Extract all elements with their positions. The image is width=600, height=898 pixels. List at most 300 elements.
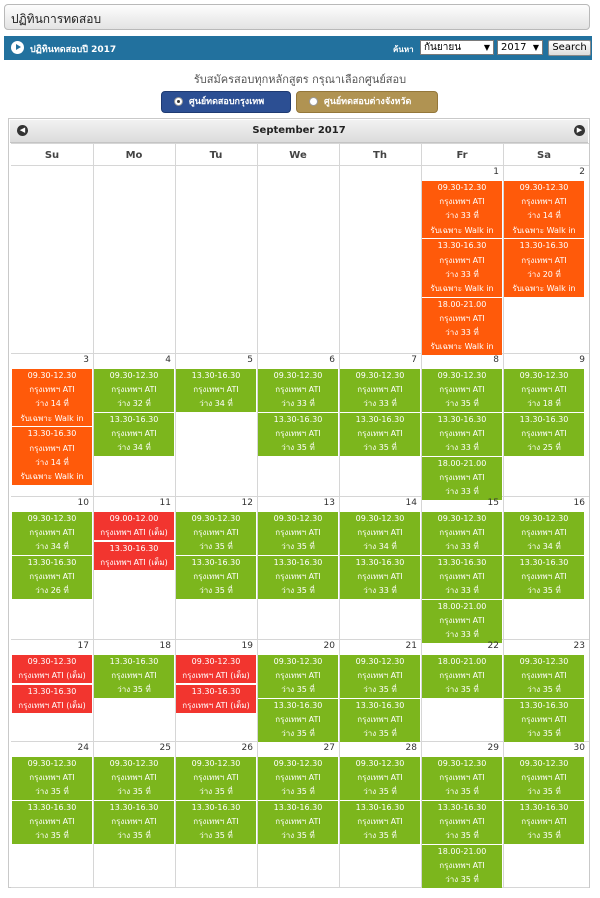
session-seats: ว่าง 35 ที่ [363, 443, 397, 453]
day-number: 28 [405, 743, 417, 753]
session-time: 13.30-16.30 [273, 415, 323, 424]
day-number: 19 [241, 641, 253, 651]
weekday-su: Su [44, 150, 60, 161]
center-option-bangkok[interactable] [161, 91, 291, 113]
year-select[interactable] [497, 40, 543, 55]
session-location: กรุงเทพฯ ATI [275, 572, 321, 582]
exam-session[interactable] [340, 757, 420, 800]
session-location: กรุงเทพฯ ATI (เต็ม) [182, 700, 250, 710]
day-number: 17 [77, 641, 89, 651]
session-seats: ว่าง 34 ที่ [117, 443, 151, 453]
exam-session[interactable] [176, 801, 256, 844]
session-location: กรุงเทพฯ ATI [357, 671, 403, 681]
session-time: 13.30-16.30 [437, 803, 487, 812]
empty-day-cell [11, 166, 92, 353]
session-time: 09.30-12.30 [27, 371, 77, 380]
session-seats: ว่าง 35 ที่ [445, 831, 479, 841]
day-number: 13 [323, 498, 335, 508]
session-time: 13.30-16.30 [355, 701, 405, 710]
day-number: 7 [411, 355, 417, 365]
session-location: กรุงเทพฯ ATI [357, 715, 403, 725]
session-time: 13.30-16.30 [273, 558, 323, 567]
session-location: กรุงเทพฯ ATI [111, 671, 157, 681]
exam-session[interactable] [504, 239, 584, 296]
session-seats: ว่าง 33 ที่ [445, 586, 479, 596]
session-time: 13.30-16.30 [273, 803, 323, 812]
session-time: 13.30-16.30 [519, 803, 569, 812]
calendar-year-title: ปฏิทินทดสอบปี 2017 [30, 45, 117, 55]
session-time: 09.30-12.30 [109, 371, 159, 380]
session-location: กรุงเทพฯ ATI [439, 671, 485, 681]
exam-session[interactable] [422, 757, 502, 800]
session-location: กรุงเทพฯ ATI [439, 773, 485, 783]
session-seats: ว่าง 35 ที่ [363, 831, 397, 841]
exam-session[interactable] [504, 369, 584, 412]
session-time: 09.30-12.30 [27, 759, 77, 768]
session-seats: ว่าง 35 ที่ [445, 685, 479, 695]
day-number: 5 [247, 355, 253, 365]
session-location: กรุงเทพฯ ATI [439, 473, 485, 483]
exam-session[interactable] [94, 801, 174, 844]
session-time: 13.30-16.30 [519, 415, 569, 424]
exam-session[interactable] [504, 413, 584, 456]
session-location: กรุงเทพฯ ATI [275, 817, 321, 827]
month-select[interactable] [420, 40, 494, 55]
exam-session[interactable] [176, 757, 256, 800]
session-time: 18.00-21.00 [437, 299, 487, 309]
session-note: รับเฉพาะ Walk in [20, 472, 84, 481]
session-time: 09.30-12.30 [437, 183, 487, 192]
session-time: 09.30-12.30 [109, 759, 159, 768]
session-location: กรุงเทพฯ ATI [29, 773, 75, 783]
session-location: กรุงเทพฯ ATI [439, 817, 485, 827]
session-time: 09.30-12.30 [355, 759, 405, 768]
session-seats: ว่าง 35 ที่ [527, 787, 561, 797]
exam-session[interactable] [176, 685, 256, 713]
session-note: รับเฉพาะ Walk in [430, 225, 494, 235]
day-number: 27 [323, 743, 335, 753]
session-location: กรุงเทพฯ ATI [357, 429, 403, 439]
session-time: 09.30-12.30 [355, 371, 405, 380]
day-number: 24 [77, 743, 89, 753]
session-time: 13.30-16.30 [109, 543, 159, 553]
day-number: 4 [165, 355, 171, 365]
day-number: 3 [83, 355, 89, 365]
session-seats: ว่าง 35 ที่ [199, 831, 233, 841]
play-icon[interactable] [11, 41, 24, 54]
session-seats: ว่าง 35 ที่ [281, 787, 315, 797]
session-time: 13.30-16.30 [191, 803, 241, 812]
exam-session[interactable] [176, 369, 256, 412]
session-seats: ว่าง 35 ที่ [281, 586, 315, 596]
day-number: 16 [573, 498, 585, 508]
session-time: 09.30-12.30 [355, 514, 405, 523]
session-time: 09.30-12.30 [273, 759, 323, 768]
session-note: รับเฉพาะ Walk in [430, 284, 494, 293]
day-number: 26 [241, 743, 253, 753]
exam-session[interactable] [94, 512, 174, 540]
page-title: ปฏิทินการทดสอบ [11, 12, 102, 26]
session-location: กรุงเทพฯ ATI [439, 197, 485, 207]
session-location: กรุงเทพฯ ATI [439, 255, 485, 265]
session-location: กรุงเทพฯ ATI [193, 572, 239, 582]
session-seats: ว่าง 35 ที่ [527, 586, 561, 596]
exam-session[interactable] [340, 699, 420, 742]
exam-session[interactable] [340, 801, 420, 844]
exam-session[interactable] [504, 181, 584, 238]
session-seats: ว่าง 35 ที่ [199, 787, 233, 797]
session-location: กรุงเทพฯ ATI [521, 385, 567, 395]
session-seats: ว่าง 35 ที่ [117, 685, 151, 695]
weekday-th: Th [373, 150, 387, 161]
exam-session[interactable] [258, 556, 338, 599]
session-seats: ว่าง 18 ที่ [527, 399, 561, 409]
exam-session[interactable] [94, 369, 174, 412]
exam-session[interactable] [422, 369, 502, 412]
session-seats: ว่าง 35 ที่ [35, 831, 69, 841]
exam-session[interactable] [422, 801, 502, 844]
session-seats: ว่าง 33 ที่ [445, 328, 479, 338]
day-number: 14 [405, 498, 417, 508]
session-seats: ว่าง 34 ที่ [527, 542, 561, 552]
session-time: 09.30-12.30 [355, 657, 405, 666]
weekday-sa: Sa [537, 150, 551, 161]
session-seats: ว่าง 14 ที่ [35, 457, 69, 467]
chevron-down-icon: ▼ [483, 43, 490, 52]
session-time: 13.30-16.30 [109, 415, 159, 424]
next-month-icon[interactable]: ▶ [574, 125, 585, 136]
session-location: กรุงเทพฯ ATI [111, 385, 157, 395]
session-seats: ว่าง 33 ที่ [445, 630, 479, 640]
exam-session[interactable] [422, 413, 502, 456]
weekday-mo: Mo [125, 150, 143, 161]
exam-session[interactable] [258, 699, 338, 742]
session-location: กรุงเทพฯ ATI [439, 528, 485, 538]
calendar-toolbar [4, 36, 592, 60]
session-time: 09.30-12.30 [437, 759, 487, 768]
session-time: 09.30-12.30 [191, 759, 241, 768]
day-number: 23 [573, 641, 585, 651]
exam-session[interactable] [12, 685, 92, 713]
session-time: 13.30-16.30 [191, 686, 241, 696]
weekday-tu: Tu [209, 150, 223, 161]
session-location: กรุงเทพฯ ATI [521, 429, 567, 439]
session-seats: ว่าง 35 ที่ [445, 399, 479, 409]
exam-session[interactable] [422, 512, 502, 555]
exam-session[interactable] [422, 239, 502, 296]
session-seats: ว่าง 35 ที่ [281, 729, 315, 739]
session-seats: ว่าง 14 ที่ [527, 211, 561, 221]
session-time: 13.30-16.30 [27, 558, 77, 567]
session-seats: ว่าง 25 ที่ [527, 443, 561, 453]
day-number: 30 [573, 743, 585, 753]
session-time: 13.30-16.30 [27, 429, 77, 439]
session-seats: ว่าง 20 ที่ [527, 269, 561, 279]
day-number: 11 [159, 498, 171, 508]
session-location: กรุงเทพฯ ATI (เต็ม) [182, 671, 250, 681]
session-seats: ว่าง 35 ที่ [281, 542, 315, 552]
exam-session[interactable] [12, 556, 92, 599]
grid-line [11, 887, 589, 888]
exam-session[interactable] [422, 600, 502, 643]
exam-session[interactable] [422, 845, 502, 888]
session-seats: ว่าง 34 ที่ [199, 399, 233, 409]
session-time: 13.30-16.30 [355, 558, 405, 567]
radio-unselected-icon [309, 97, 318, 106]
empty-day-cell [175, 166, 256, 353]
session-time: 13.30-16.30 [437, 558, 487, 567]
exam-session[interactable] [94, 413, 174, 456]
session-time: 13.30-16.30 [355, 415, 405, 424]
month-select-value: กันยายน [424, 42, 462, 53]
day-number: 20 [323, 641, 335, 651]
session-seats: ว่าง 35 ที่ [527, 831, 561, 841]
exam-session[interactable] [258, 655, 338, 698]
exam-session[interactable] [12, 369, 92, 426]
session-location: กรุงเทพฯ ATI [439, 572, 485, 582]
session-time: 09.30-12.30 [27, 657, 77, 666]
exam-session[interactable] [340, 369, 420, 412]
session-location: กรุงเทพฯ ATI [275, 528, 321, 538]
exam-session[interactable] [176, 512, 256, 555]
session-time: 13.30-16.30 [27, 686, 77, 696]
session-time: 09.30-12.30 [27, 514, 77, 523]
exam-session[interactable] [94, 757, 174, 800]
session-seats: ว่าง 35 ที่ [527, 729, 561, 739]
exam-session[interactable] [176, 556, 256, 599]
session-seats: ว่าง 33 ที่ [445, 487, 479, 497]
session-seats: ว่าง 35 ที่ [527, 685, 561, 695]
session-location: กรุงเทพฯ ATI (เต็ม) [18, 671, 86, 681]
session-time: 09.30-12.30 [519, 183, 569, 192]
chevron-down-icon: ▼ [532, 43, 539, 52]
session-location: กรุงเทพฯ ATI [439, 314, 485, 323]
instruction-text: รับสมัครสอบทุกหลักสูตร กรุณาเลือกศูนย์สอบ [193, 73, 407, 86]
session-note: รับเฉพาะ Walk in [512, 225, 576, 235]
session-time: 09.30-12.30 [191, 657, 241, 666]
session-seats: ว่าง 33 ที่ [281, 399, 315, 409]
exam-session[interactable] [258, 801, 338, 844]
session-location: กรุงเทพฯ ATI (เต็ม) [100, 557, 168, 567]
day-number: 15 [487, 498, 499, 508]
session-time: 09.30-12.30 [519, 371, 569, 380]
exam-session[interactable] [340, 512, 420, 555]
session-note: รับเฉพาะ Walk in [430, 342, 494, 352]
session-time: 09.30-12.30 [519, 657, 569, 666]
session-seats: ว่าง 35 ที่ [117, 831, 151, 841]
session-time: 13.30-16.30 [27, 803, 77, 812]
session-seats: ว่าง 35 ที่ [363, 787, 397, 797]
session-location: กรุงเทพฯ ATI [521, 197, 567, 207]
session-time: 09.30-12.30 [519, 514, 569, 523]
session-location: กรุงเทพฯ ATI [193, 385, 239, 395]
session-location: กรุงเทพฯ ATI [521, 255, 567, 265]
session-location: กรุงเทพฯ ATI [29, 817, 75, 827]
search-button[interactable]: Search [548, 40, 591, 56]
session-seats: ว่าง 34 ที่ [35, 542, 69, 552]
session-time: 13.30-16.30 [109, 657, 159, 666]
session-time: 18.00-21.00 [437, 602, 487, 611]
session-location: กรุงเทพฯ ATI [193, 528, 239, 538]
search-label: ค้นหา [393, 45, 414, 54]
day-number: 18 [159, 641, 171, 651]
session-location: กรุงเทพฯ ATI [29, 443, 75, 453]
session-time: 13.30-16.30 [191, 371, 241, 380]
page-header [4, 4, 590, 30]
session-seats: ว่าง 33 ที่ [445, 269, 479, 279]
exam-session[interactable] [12, 427, 92, 484]
day-number: 1 [493, 167, 499, 177]
session-note: รับเฉพาะ Walk in [512, 284, 576, 293]
session-seats: ว่าง 35 ที่ [35, 787, 69, 797]
session-seats: ว่าง 35 ที่ [199, 542, 233, 552]
session-seats: ว่าง 35 ที่ [281, 685, 315, 695]
exam-session[interactable] [340, 556, 420, 599]
session-note: รับเฉพาะ Walk in [20, 413, 84, 423]
session-time: 09.30-12.30 [519, 759, 569, 768]
session-seats: ว่าง 33 ที่ [445, 542, 479, 552]
session-location: กรุงเทพฯ ATI [275, 429, 321, 439]
session-location: กรุงเทพฯ ATI [111, 773, 157, 783]
exam-session[interactable] [258, 369, 338, 412]
year-select-value: 2017 [501, 42, 527, 53]
session-location: กรุงเทพฯ ATI [521, 817, 567, 827]
exam-session[interactable] [340, 413, 420, 456]
exam-session[interactable] [12, 801, 92, 844]
day-number: 6 [329, 355, 335, 365]
session-location: กรุงเทพฯ ATI [193, 773, 239, 783]
session-time: 18.00-21.00 [437, 459, 487, 468]
weekday-we: We [289, 150, 307, 161]
session-seats: ว่าง 35 ที่ [281, 443, 315, 453]
exam-session[interactable] [422, 457, 502, 500]
exam-session[interactable] [340, 655, 420, 698]
session-location: กรุงเทพฯ ATI [439, 429, 485, 439]
session-seats: ว่าง 32 ที่ [117, 399, 151, 409]
exam-session[interactable] [504, 512, 584, 555]
day-number: 2 [579, 167, 585, 177]
exam-session[interactable] [258, 512, 338, 555]
session-time: 13.30-16.30 [191, 558, 241, 567]
session-time: 13.30-16.30 [519, 558, 569, 567]
exam-session[interactable] [12, 757, 92, 800]
session-time: 13.30-16.30 [273, 701, 323, 710]
calendar [8, 118, 590, 888]
exam-session[interactable] [504, 556, 584, 599]
day-number: 10 [77, 498, 89, 508]
day-number: 8 [493, 355, 499, 365]
session-location: กรุงเทพฯ ATI [357, 572, 403, 582]
session-time: 13.30-16.30 [109, 803, 159, 812]
center-option-label: ศูนย์ทดสอบกรุงเทพ [189, 97, 265, 107]
calendar-header [10, 120, 588, 143]
session-location: กรุงเทพฯ ATI [111, 817, 157, 827]
session-seats: ว่าง 35 ที่ [445, 875, 479, 885]
prev-month-icon[interactable]: ◀ [17, 125, 28, 136]
exam-session[interactable] [422, 655, 502, 698]
exam-session[interactable] [12, 512, 92, 555]
session-location: กรุงเทพฯ ATI [439, 385, 485, 395]
exam-session[interactable] [422, 298, 502, 355]
day-number: 21 [405, 641, 417, 651]
session-seats: ว่าง 33 ที่ [363, 399, 397, 409]
session-seats: ว่าง 26 ที่ [35, 586, 69, 596]
session-location: กรุงเทพฯ ATI [275, 715, 321, 725]
session-location: กรุงเทพฯ ATI [521, 773, 567, 783]
session-seats: ว่าง 35 ที่ [445, 787, 479, 797]
exam-session[interactable] [258, 413, 338, 456]
session-seats: ว่าง 35 ที่ [281, 831, 315, 841]
session-time: 18.00-21.00 [437, 657, 487, 666]
session-location: กรุงเทพฯ ATI [439, 616, 485, 626]
session-seats: ว่าง 35 ที่ [117, 787, 151, 797]
session-seats: ว่าง 33 ที่ [445, 211, 479, 221]
session-location: กรุงเทพฯ ATI [521, 671, 567, 681]
session-seats: ว่าง 35 ที่ [363, 685, 397, 695]
session-time: 09.00-12.00 [109, 514, 159, 523]
weekday-fr: Fr [456, 150, 468, 161]
center-option-provincial[interactable] [296, 91, 438, 113]
session-seats: ว่าง 34 ที่ [363, 542, 397, 552]
exam-session[interactable] [422, 181, 502, 238]
session-location: กรุงเทพฯ ATI [439, 861, 485, 871]
session-location: กรุงเทพฯ ATI [357, 385, 403, 395]
session-time: 09.30-12.30 [273, 371, 323, 380]
exam-session[interactable] [94, 655, 174, 698]
session-time: 13.30-16.30 [437, 241, 487, 251]
session-location: กรุงเทพฯ ATI [357, 773, 403, 783]
exam-session[interactable] [12, 655, 92, 683]
session-time: 13.30-16.30 [519, 241, 569, 251]
session-location: กรุงเทพฯ ATI [111, 429, 157, 439]
session-location: กรุงเทพฯ ATI [275, 773, 321, 783]
session-seats: ว่าง 33 ที่ [363, 586, 397, 596]
session-time: 18.00-21.00 [437, 847, 487, 856]
session-seats: ว่าง 35 ที่ [363, 729, 397, 739]
session-location: กรุงเทพฯ ATI [29, 385, 75, 395]
exam-session[interactable] [94, 542, 174, 570]
empty-day-cell [257, 166, 338, 353]
session-location: กรุงเทพฯ ATI [275, 671, 321, 681]
day-number: 12 [241, 498, 253, 508]
session-time: 09.30-12.30 [437, 371, 487, 380]
exam-session[interactable] [504, 699, 584, 742]
session-location: กรุงเทพฯ ATI [357, 528, 403, 538]
month-title: September 2017 [252, 125, 346, 136]
session-location: กรุงเทพฯ ATI [275, 385, 321, 395]
center-option-label: ศูนย์ทดสอบต่างจังหวัด [324, 97, 412, 107]
session-seats: ว่าง 35 ที่ [199, 586, 233, 596]
exam-session[interactable] [504, 801, 584, 844]
session-location: กรุงเทพฯ ATI [193, 817, 239, 827]
exam-session[interactable] [422, 556, 502, 599]
session-location: กรุงเทพฯ ATI [521, 528, 567, 538]
session-location: กรุงเทพฯ ATI [521, 572, 567, 582]
session-time: 09.30-12.30 [273, 514, 323, 523]
session-location: กรุงเทพฯ ATI [357, 817, 403, 827]
exam-session[interactable] [504, 655, 584, 698]
day-number: 25 [159, 743, 171, 753]
empty-day-cell [93, 166, 174, 353]
session-time: 13.30-16.30 [437, 415, 487, 424]
session-location: กรุงเทพฯ ATI (เต็ม) [100, 528, 168, 538]
exam-session[interactable] [258, 757, 338, 800]
session-time: 09.30-12.30 [191, 514, 241, 523]
session-location: กรุงเทพฯ ATI [29, 528, 75, 538]
day-number: 29 [487, 743, 499, 753]
exam-session[interactable] [176, 655, 256, 683]
exam-session[interactable] [504, 757, 584, 800]
